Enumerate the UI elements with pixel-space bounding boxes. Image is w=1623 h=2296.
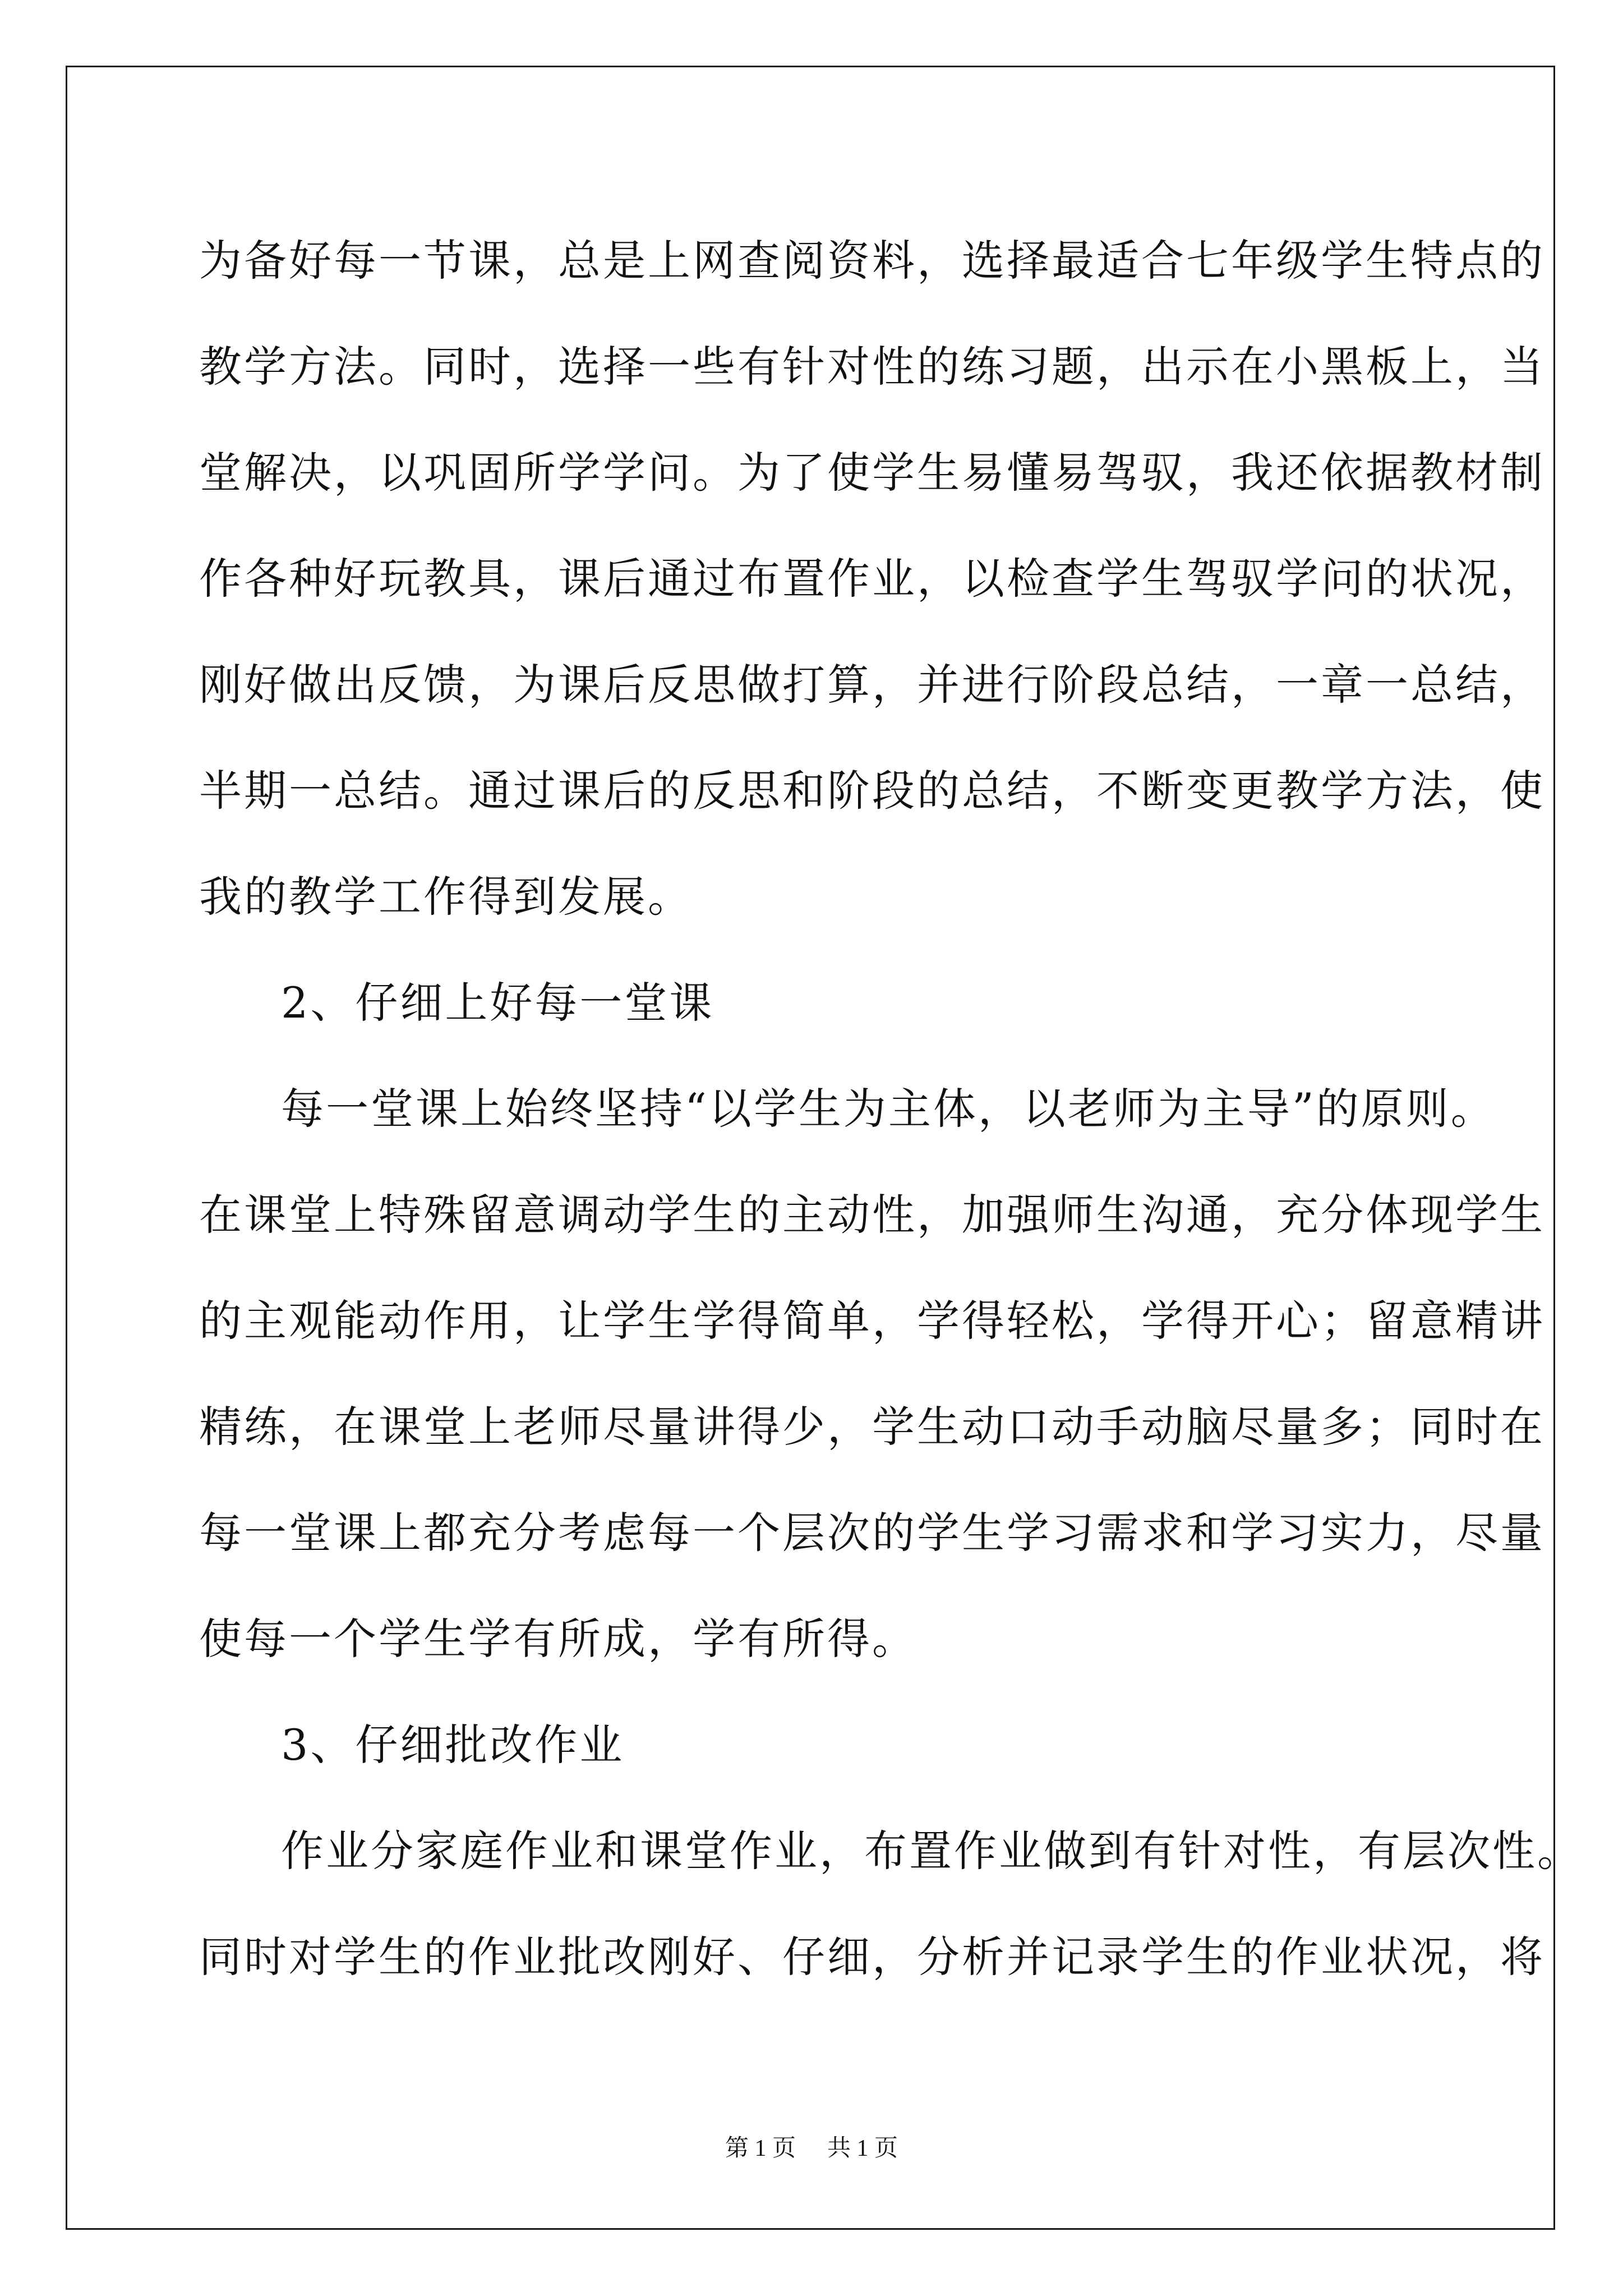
text-line: 堂解决，以巩固所学学问。为了使学生易懂易驾驭，我还依据教材制 — [199, 448, 1545, 498]
text-line: 半期一总结。通过课后的反思和阶段的总结，不断变更教学方法，使 — [199, 766, 1545, 816]
text-line: 精练，在课堂上老师尽量讲得少，学生动口动手动脑尽量多；同时在 — [199, 1402, 1545, 1452]
section-heading: 2、仔细上好每一堂课 — [281, 978, 714, 1028]
text-line: 每一堂课上都充分考虑每一个层次的学生学习需求和学习实力，尽量 — [199, 1508, 1545, 1558]
section-heading: 3、仔细批改作业 — [281, 1720, 625, 1770]
page-total: 共 1 页 — [827, 2136, 898, 2161]
text-line: 刚好做出反馈，为课后反思做打算，并进行阶段总结，一章一总结， — [199, 660, 1545, 710]
page-footer — [0, 2132, 1623, 2165]
document-body — [199, 208, 1582, 2010]
paragraph-start: 每一堂课上始终坚持“以学生为主体，以老师为主导”的原则。 — [281, 1084, 1496, 1134]
text-line: 使每一个学生学有所成，学有所得。 — [199, 1614, 917, 1664]
text-line: 作各种好玩教具，课后通过布置作业，以检查学生驾驭学问的状况， — [199, 554, 1545, 604]
paragraph-start: 作业分家庭作业和课堂作业，布置作业做到有针对性，有层次性。 — [281, 1826, 1582, 1876]
text-line: 的主观能动作用，让学生学得简单，学得轻松，学得开心；留意精讲 — [199, 1296, 1545, 1346]
page-number: 第 1 页 — [725, 2136, 796, 2161]
text-line: 为备好每一节课，总是上网查阅资料，选择最适合七年级学生特点的 — [199, 236, 1545, 286]
text-line: 同时对学生的作业批改刚好、仔细，分析并记录学生的作业状况，将 — [199, 1932, 1545, 1982]
text-line: 我的教学工作得到发展。 — [199, 872, 693, 922]
text-line: 在课堂上特殊留意调动学生的主动性，加强师生沟通，充分体现学生 — [199, 1190, 1545, 1240]
text-line: 教学方法。同时，选择一些有针对性的练习题，出示在小黑板上，当 — [199, 342, 1545, 392]
